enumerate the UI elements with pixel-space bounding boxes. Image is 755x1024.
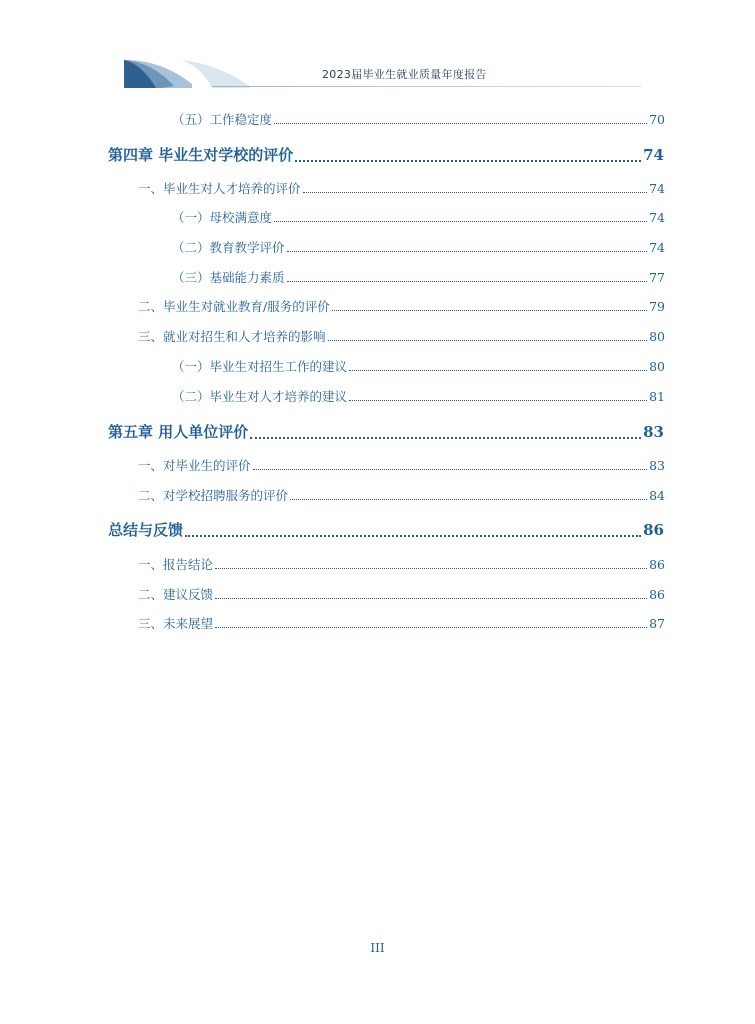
toc-leader [185, 535, 641, 537]
toc-leader [287, 281, 648, 282]
toc-leader [215, 568, 647, 569]
toc-entry-label: 二、毕业生对就业教育/服务的评价 [138, 299, 330, 314]
toc-entry-page: 84 [649, 488, 665, 503]
toc-leader [274, 221, 647, 222]
page-header [122, 58, 642, 90]
toc-entry[interactable] [172, 238, 665, 256]
toc-leader [253, 469, 648, 470]
toc-entry-label: 一、报告结论 [138, 557, 214, 572]
toc-leader [295, 160, 641, 162]
toc-entry[interactable] [172, 208, 665, 226]
toc-entry[interactable] [172, 110, 665, 128]
toc-entry-page: 86 [643, 521, 664, 539]
toc-leader [215, 627, 647, 628]
toc-leader [328, 340, 648, 341]
toc-entry-label: （一）毕业生对招生工作的建议 [172, 359, 348, 374]
toc-entry-page: 79 [649, 299, 665, 314]
toc-entry-page: 74 [643, 146, 664, 164]
toc-entry-label: （三）基础能力素质 [172, 270, 285, 285]
toc-entry-page: 80 [649, 329, 665, 344]
header-title: 2023届毕业生就业质量年度报告 [322, 68, 487, 81]
toc-leader [332, 310, 647, 311]
toc-entry-label: （二）教育教学评价 [172, 240, 285, 255]
toc-entry[interactable] [138, 179, 665, 197]
toc-entry-label: 二、对学校招聘服务的评价 [138, 488, 289, 503]
toc-entry-label: 一、毕业生对人才培养的评价 [138, 181, 301, 196]
toc-entry-page: 77 [649, 270, 665, 285]
toc-entry[interactable] [172, 357, 665, 375]
toc-entry-label: 总结与反馈 [108, 521, 184, 539]
toc-entry-page: 87 [649, 616, 665, 631]
toc-leader [287, 251, 648, 252]
toc-entry[interactable] [138, 486, 665, 504]
toc-entry-page: 83 [649, 458, 665, 473]
toc-entry-page: 80 [649, 359, 665, 374]
toc-entry-page: 74 [649, 240, 665, 255]
toc-entry[interactable] [138, 614, 665, 632]
toc-entry[interactable] [138, 585, 665, 603]
toc-leader [215, 598, 647, 599]
toc-entry-label: 一、对毕业生的评价 [138, 458, 251, 473]
toc-chapter-entry[interactable] [108, 144, 664, 165]
toc-leader [303, 192, 648, 193]
toc-leader [290, 499, 647, 500]
toc-entry[interactable] [138, 555, 665, 573]
toc-chapter-entry[interactable] [108, 519, 664, 540]
toc-entry-page: 74 [649, 181, 665, 196]
toc-entry-label: 二、建议反馈 [138, 587, 214, 602]
toc-leader [274, 123, 647, 124]
toc-entry-label: （二）毕业生对人才培养的建议 [172, 389, 348, 404]
toc-leader [349, 400, 647, 401]
toc-entry-page: 70 [649, 112, 665, 127]
toc-entry[interactable] [138, 297, 665, 315]
toc-entry-page: 81 [649, 389, 665, 404]
toc-entry-page: 74 [649, 210, 665, 225]
toc-entry[interactable] [172, 387, 665, 405]
toc-entry-label: 第五章 用人单位评价 [108, 423, 249, 441]
toc-entry-label: 三、未来展望 [138, 616, 214, 631]
toc-leader [250, 437, 641, 439]
toc-entry-label: （五）工作稳定度 [172, 112, 273, 127]
header-divider [212, 86, 642, 87]
toc-entry[interactable] [172, 268, 665, 286]
toc-entry-page: 86 [649, 557, 665, 572]
toc-entry-page: 83 [643, 423, 664, 441]
page-number: III [370, 941, 385, 955]
toc-entry-page: 86 [649, 587, 665, 602]
toc-leader [349, 370, 647, 371]
toc-entry[interactable] [138, 456, 665, 474]
toc-entry-label: （一）母校满意度 [172, 210, 273, 225]
toc-entry[interactable] [138, 327, 665, 345]
toc-chapter-entry[interactable] [108, 421, 664, 442]
toc-entry-label: 三、就业对招生和人才培养的影响 [138, 329, 326, 344]
toc-entry-label: 第四章 毕业生对学校的评价 [108, 146, 294, 164]
